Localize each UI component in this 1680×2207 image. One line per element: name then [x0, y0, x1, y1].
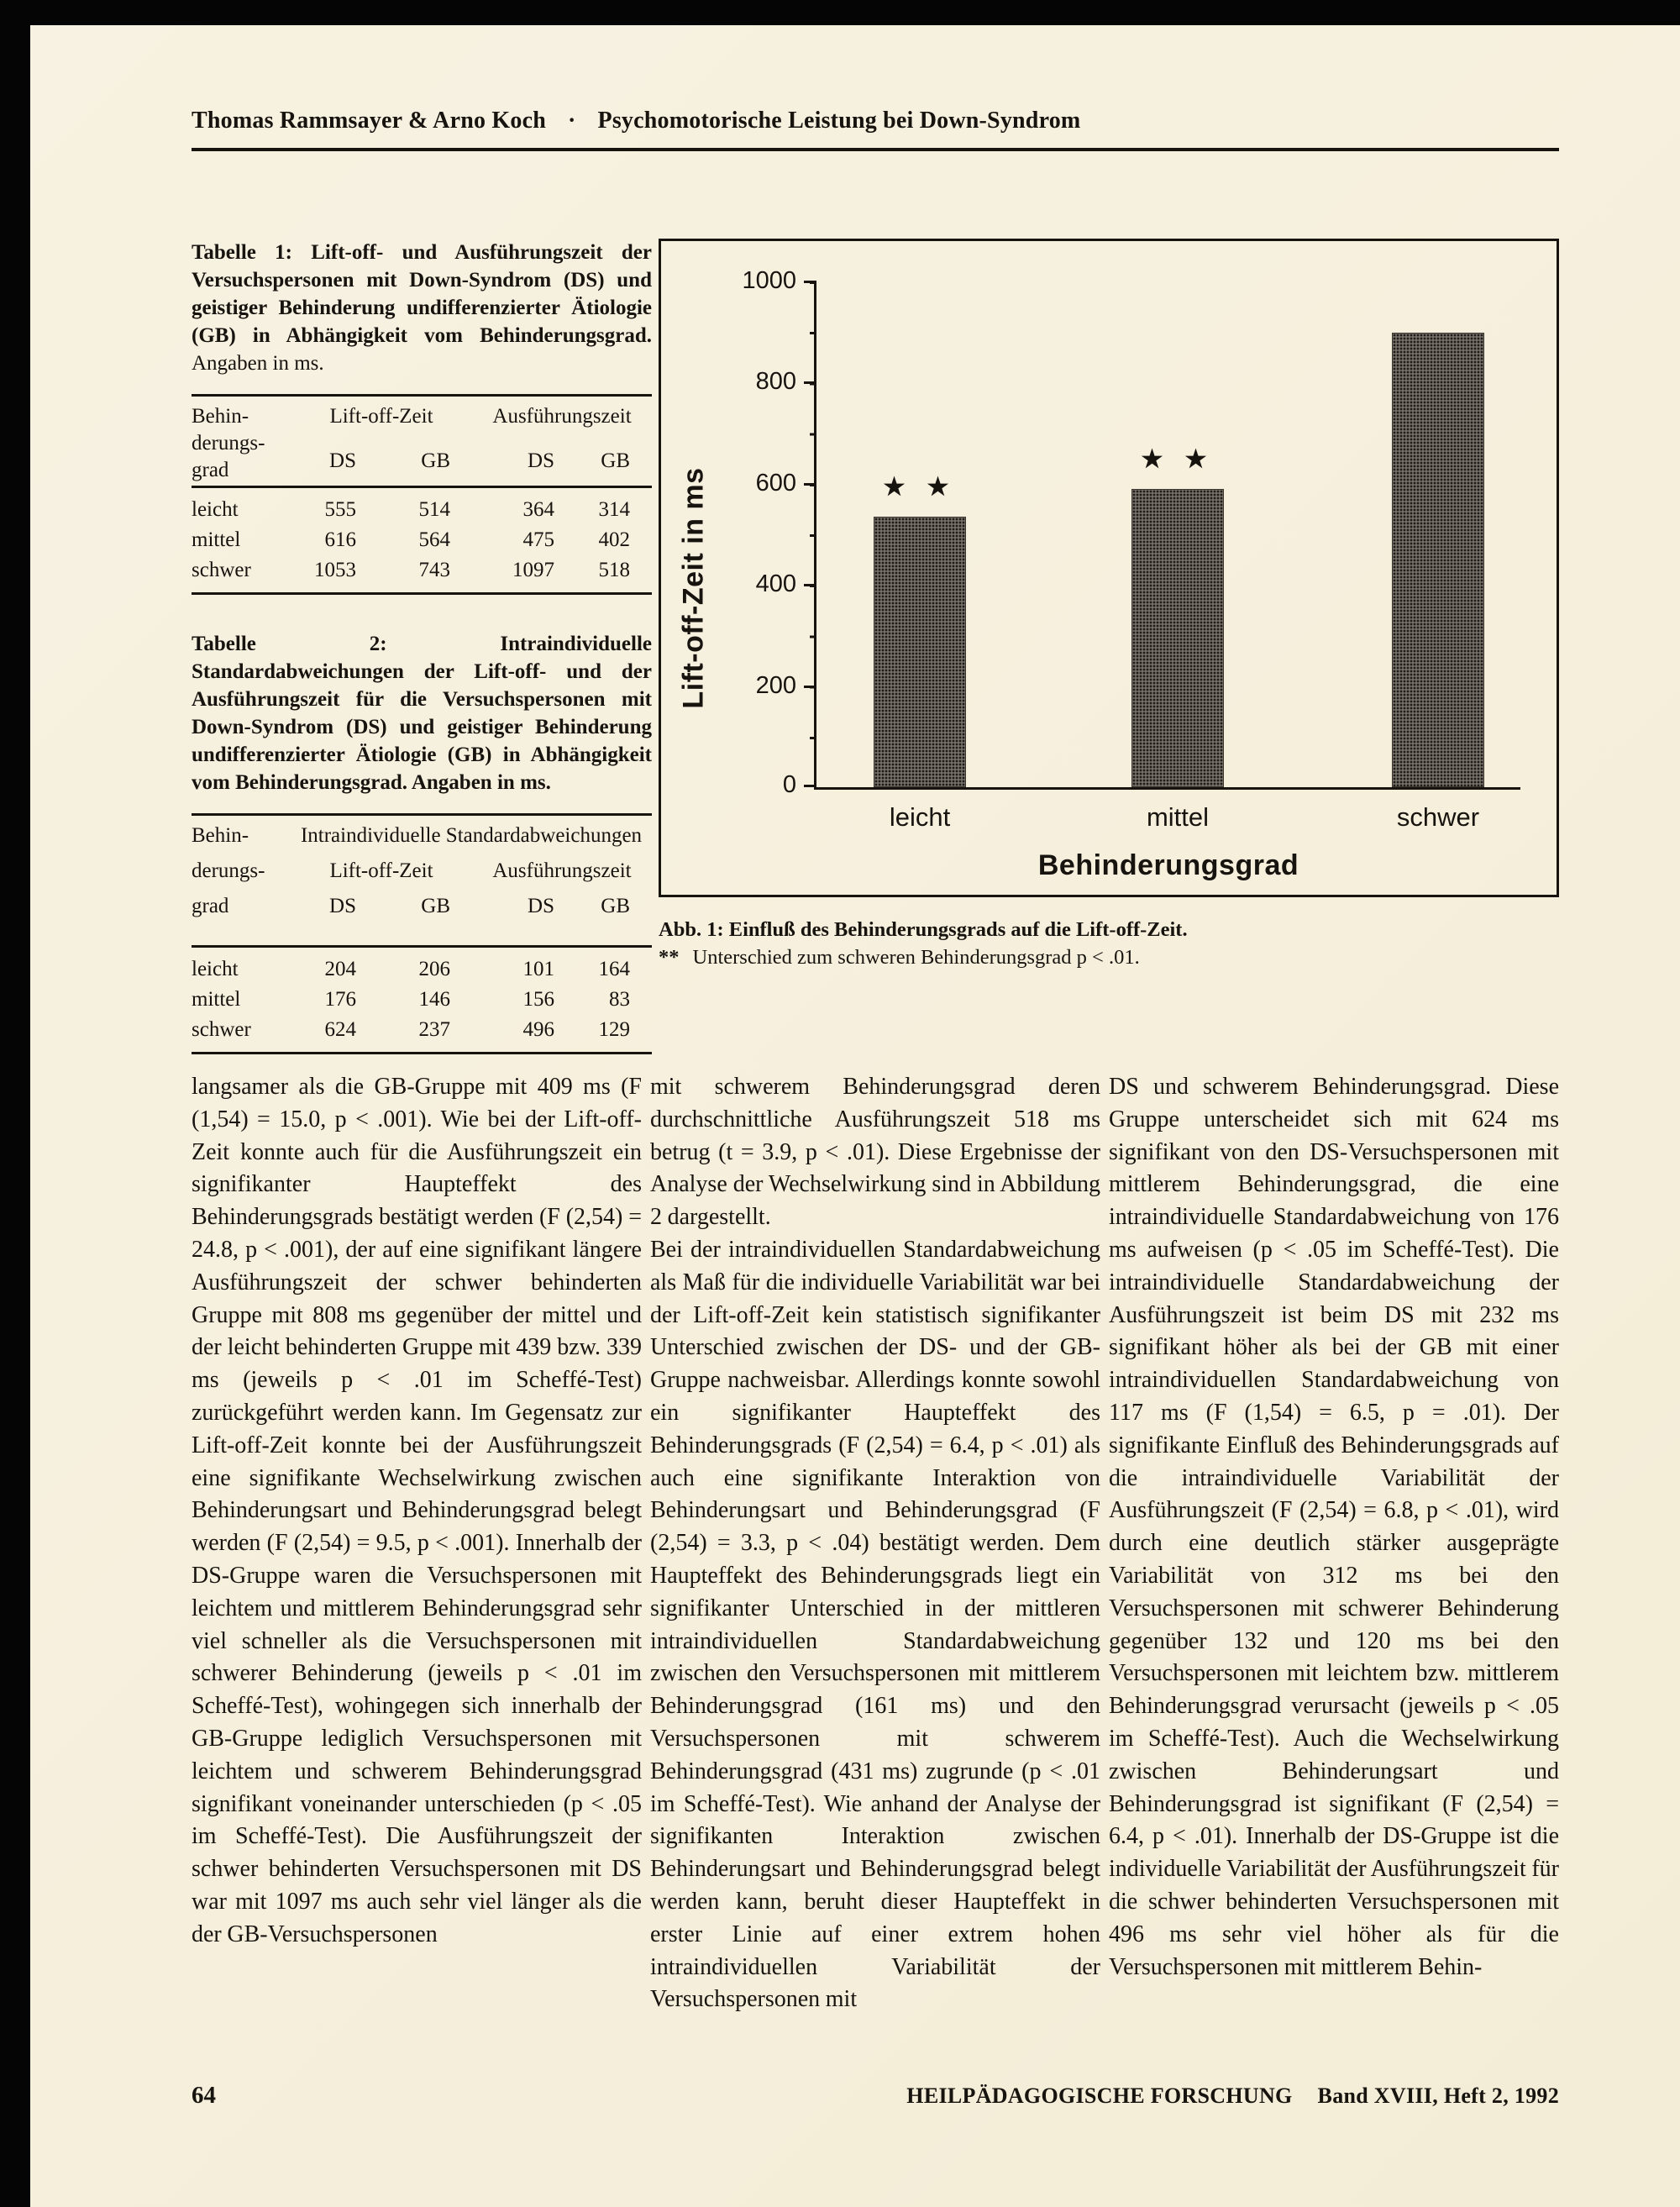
table1-caption-text: Tabelle 1: Lift-off- und Ausführungszeit der Versuchspersonen mit Down-Syndrom (DS) und geistiger Behinderung undifferenzierter Ätiologie (GB) in Abhängigkeit vom Behinderungsgrad.	[192, 241, 652, 347]
table1-subhead: DS	[528, 449, 555, 472]
running-head-title: Psychomotorische Leistung bei Down-Syndrom	[597, 108, 1081, 134]
table1-group-liftoff: Lift-off-Zeit	[329, 405, 433, 428]
table2-stub-line: Behin-	[192, 824, 249, 847]
header-rule	[192, 148, 1559, 151]
table2-caption	[192, 630, 652, 796]
table-row: leicht 555 514 364 314	[192, 498, 631, 521]
significance-stars: ★ ★	[883, 474, 957, 501]
y-tick-label: 1000	[742, 267, 796, 294]
table2-span-header: Intraindividuelle Standardabweichungen	[300, 824, 643, 847]
y-tick-mark	[804, 785, 816, 787]
body-column-2	[650, 1071, 1100, 2016]
tables-column	[192, 239, 652, 1054]
figure-note-text: Unterschied zum schweren Behinderungsgrad p < .01.	[692, 946, 1140, 969]
chart-plot-area	[677, 267, 1520, 881]
y-tick-label: 600	[755, 470, 796, 497]
body-column-3	[1109, 1071, 1559, 2016]
y-tick-mark	[804, 281, 816, 283]
bar	[1131, 489, 1224, 787]
table1-stub: Behin- derungs- grad	[192, 405, 265, 481]
y-tick-mark	[804, 584, 816, 586]
table-row: mittel 616 564 475 402	[192, 528, 631, 551]
table-row: mittel 176 146 156 83	[192, 988, 630, 1011]
table2-stub-line: grad	[192, 895, 229, 917]
table-row: schwer 1053 743 1097 518	[192, 559, 631, 581]
table1-group-ausfuehrung: Ausführungszeit	[492, 405, 632, 428]
table-row: schwer 624 237 496 129	[192, 1018, 630, 1041]
table2-group-ausfuehrung: Ausführungszeit	[492, 859, 632, 882]
paragraph: langsamer als die GB-Gruppe mit 409 ms (F (1,54) = 15.0, p < .001). Wie bei der Lift-off-Zeit konnte auch für die Ausführungszeit ein signifikanter Haupteffekt des Behinderungsgrads bestätigt werden (F (2,54) = 24.8, p < .001), der auf eine signifikant längere Ausführungszeit der schwer behinderten Gruppe mit 808 ms gegenüber der mittel und der leicht behinderten Gruppe mit 439 bzw. 339 ms (jeweils p < .01 im Scheffé-Test) zurückgeführt werden kann. Im Gegensatz zur Lift-off-Zeit konnte bei der Ausführungszeit eine signifikante Wechselwirkung zwischen Behinderungsart und Behinderungsgrad belegt werden (F (2,54) = 9.5, p < .001). Innerhalb der DS-Gruppe waren die Versuchspersonen mit leichtem und mittlerem Behinderungsgrad sehr viel schneller als die Versuchspersonen mit schwerer Behinderung (jeweils p < .01 im Scheffé-Test), wohingegen sich innerhalb der GB-Gruppe lediglich Versuchspersonen mit leichtem und schwerem Behinderungsgrad signifikant voneinander unterschieden (p < .05 im Scheffé-Test). Die Ausführungszeit der schwer behinderten Versuchspersonen mit DS war mit 1097 ms auch sehr viel länger als die der GB-Versuchspersonen	[192, 1074, 642, 1947]
y-tick-label: 0	[782, 771, 796, 798]
paragraph: Bei der intraindividuellen Standardabweichung als Maß für die individuelle Variabilität war bei der Lift-off-Zeit kein statistisch signifikanter Unterschied zwischen der DS- und der GB-Gruppe nachweisbar. Allerdings konnte sowohl ein signifikanter Haupteffekt des Behinderungsgrads (F (2,54) = 6.4, p < .01) als auch eine signifikante Interaktion von Behinderungsart und Behinderungsgrad (F (2,54) = 3.3, p < .04) bestätigt werden. Dem Haupteffekt des Behinderungsgrads liegt ein signifikanter Unterschied in der mittleren intraindividuellen Standardabweichung zwischen den Versuchspersonen mit mittlerem Behinderungsgrad (161 ms) und den Versuchspersonen mit schwerem Behinderungsgrad (431 ms) zugrunde (p < .01 im Scheffé-Test). Wie anhand der Analyse der signifikanten Interaktion zwischen Behinderungsart und Behinderungsgrad belegt werden kann, beruht dieser Haupteffekt in erster Linie auf einer extrem hohen intraindividuellen Variabilität der Versuchspersonen mit	[650, 1236, 1100, 2013]
body-text	[192, 1071, 1559, 2016]
table1-subhead: GB	[421, 449, 451, 472]
x-tick-label: schwer	[1396, 802, 1480, 832]
body-column-1	[192, 1071, 642, 2016]
figure-column	[659, 239, 1559, 971]
table1-caption-units: Angaben in ms.	[192, 352, 324, 375]
table2	[192, 813, 652, 1054]
bar-chart	[659, 239, 1559, 897]
table-row: leicht 204 206 101 164	[192, 958, 630, 980]
bar-group-leicht	[874, 281, 966, 787]
table2-subhead: GB	[421, 895, 450, 917]
table2-subhead: GB	[601, 895, 630, 917]
y-tick-mark	[804, 686, 816, 688]
table1-subhead: DS	[329, 449, 356, 472]
running-head-separator: ·	[567, 108, 576, 134]
paragraph: DS und schwerem Behinderungsgrad. Diese Gruppe unterscheidet sich mit 624 ms signifikant von den DS-Versuchspersonen mit mittlerem Behinderungsgrad, die eine intraindividuelle Standardabweichung von 176 ms aufweisen (p < .05 im Scheffé-Test). Die intraindividuelle Standardabweichung der Ausführungszeit ist beim DS mit 232 ms signifikant höher als bei der GB mit einer intraindividuellen Standardabweichung von 117 ms (F (1,54) = 6.5, p = .01). Der signifikante Einfluß des Behinderungsgrads auf die intraindividuelle Variabilität der Ausführungszeit (F (2,54) = 6.8, p < .01), wird durch eine deutlich stärker ausgeprägte Variabilität von 312 ms bei den Versuchspersonen mit schwerer Behinderung gegenüber 132 und 120 ms bei den Versuchspersonen mit leichtem bzw. mittlerem Behinderungsgrad verursacht (jeweils p < .05 im Scheffé-Test). Auch die Wechselwirkung zwischen Behinderungsart und Behinderungsgrad ist signifikant (F (2,54) = 6.4, p < .01). Innerhalb der DS-Gruppe ist die individuelle Variabilität der Ausführungszeit für die schwer behinderten Versuchspersonen mit 496 ms sehr viel höher als für die Versuchspersonen mit mittlerem Behin-	[1109, 1074, 1559, 1980]
table2-subhead: DS	[528, 895, 554, 917]
journal-name: HEILPÄDAGOGISCHE FORSCHUNG	[906, 2084, 1293, 2108]
figure-note	[659, 943, 1559, 971]
table1-caption	[192, 239, 652, 377]
y-tick-label: 200	[755, 672, 796, 699]
journal-issue: Band XVIII, Heft 2, 1992	[1317, 2084, 1559, 2108]
bar-group-mittel	[1131, 281, 1224, 787]
y-tick-label: 400	[755, 570, 796, 597]
table1	[192, 394, 652, 595]
x-tick-label: mittel	[1146, 802, 1210, 832]
significance-stars: ★ ★	[1141, 446, 1215, 473]
running-head-authors: Thomas Rammsayer & Arno Koch	[192, 108, 546, 134]
x-tick-label: leicht	[889, 802, 951, 832]
bar-group-schwer	[1392, 281, 1484, 787]
page-footer	[192, 2082, 1559, 2110]
table2-caption-text: Tabelle 2: Intraindividuelle Standardabweichungen der Lift-off- und der Ausführungszeit für die Versuchspersonen mit Down-Syndrom (DS) und geistiger Behinderung undifferenzierter Ätiologie (GB) in Abhängigkeit vom Behinderungsgrad. Angaben in ms.	[192, 633, 652, 794]
figure-caption-title: Abb. 1: Einfluß des Behinderungsgrads auf die Lift-off-Zeit.	[659, 918, 1188, 941]
y-tick-label: 800	[755, 368, 796, 395]
table2-stub-line: derungs-	[192, 859, 265, 882]
page-number: 64	[192, 2082, 216, 2109]
y-tick-mark	[804, 381, 816, 384]
table2-subhead: DS	[329, 895, 356, 917]
bar	[1392, 333, 1484, 787]
bar	[874, 517, 966, 787]
running-head	[192, 25, 1559, 134]
x-axis-title: Behinderungsgrad	[1037, 849, 1299, 881]
journal-line	[906, 2084, 1559, 2109]
table1-subhead: GB	[601, 449, 631, 472]
paragraph: mit schwerem Behinderungsgrad deren durchschnittliche Ausführungszeit 518 ms betrug (t = 3.9, p < .01). Diese Ergebnisse der Analyse der Wechselwirkung sind in Abbildung 2 dargestellt.	[650, 1074, 1100, 1231]
table2-group-liftoff: Lift-off-Zeit	[329, 859, 433, 882]
y-axis-minor-ticks	[810, 281, 816, 787]
figure-caption	[659, 916, 1559, 971]
y-tick-mark	[804, 483, 816, 486]
y-axis-title: Lift-off-Zeit in ms	[677, 467, 710, 709]
figure-note-marker: **	[659, 946, 680, 969]
scanned-page	[30, 25, 1680, 2207]
